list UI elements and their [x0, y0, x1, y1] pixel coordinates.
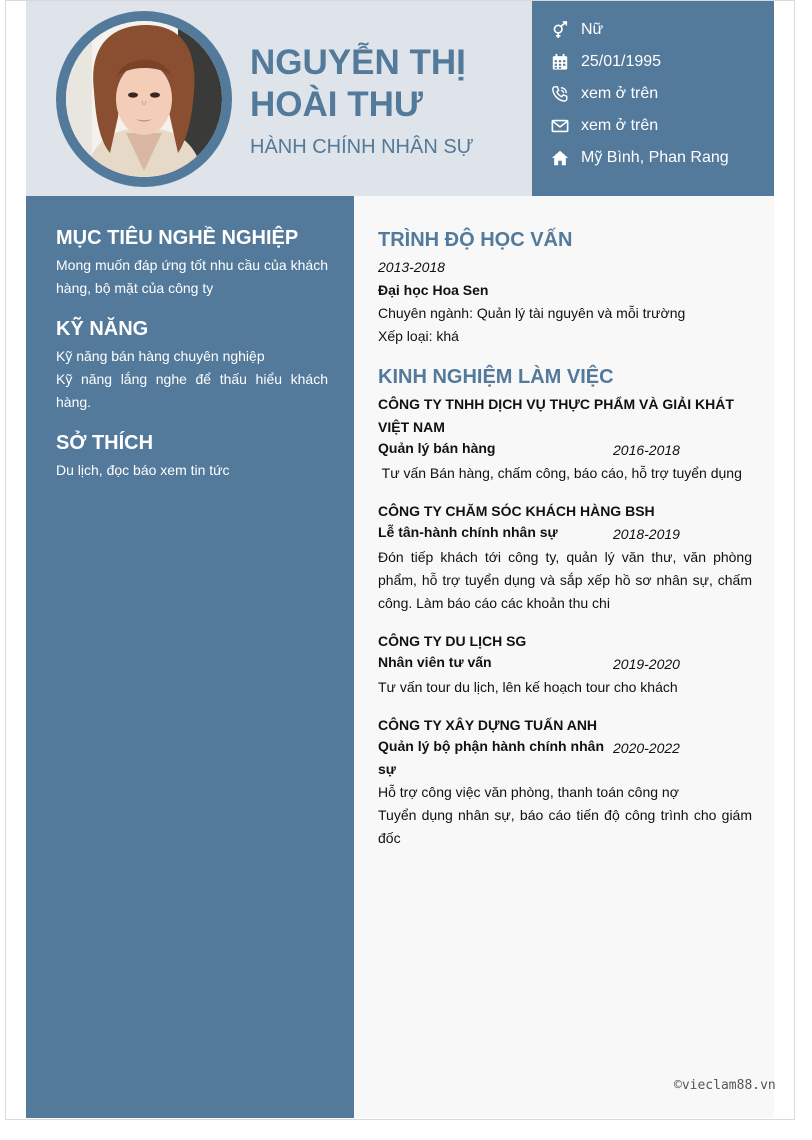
- contact-birthdate: [550, 50, 661, 74]
- gender-value: Nữ: [581, 21, 604, 38]
- calendar-icon: [550, 52, 570, 72]
- contact-gender: [550, 18, 603, 42]
- job-role: Nhân viên tư vấn: [378, 654, 492, 670]
- education-school: Đại học Hoa Sen: [378, 282, 489, 298]
- contact-email: [550, 114, 658, 138]
- job-role: Quản lý bán hàng: [378, 440, 496, 456]
- job-company: CÔNG TY TNHH DỊCH VỤ THỰC PHẨM VÀ GIẢI KHÁT VIỆT NAM: [378, 396, 734, 435]
- job-description: Hỗ trợ công việc văn phòng, thanh toán công nợ: [378, 784, 679, 800]
- candidate-name: NGUYỄN THỊ HOÀI THƯ: [250, 43, 466, 124]
- job-company: CÔNG TY DU LỊCH SG: [378, 633, 527, 649]
- education-period: 2013-2018: [378, 259, 445, 275]
- skills-heading: KỸ NĂNG: [56, 318, 149, 340]
- home-icon: [550, 148, 570, 168]
- address-value: Mỹ Bình, Phan Rang: [581, 149, 729, 166]
- job-period: 2019-2020: [613, 656, 680, 672]
- skill-item: Kỹ năng bán hàng chuyên nghiệp: [56, 348, 265, 364]
- objective-text: Mong muốn đáp ứng tốt nhu cầu của khách hàng, bộ mặt của công ty: [56, 257, 328, 296]
- email-value: xem ở trên: [581, 117, 659, 134]
- job-description: Tuyển dụng nhân sự, báo cáo tiến độ công trình cho giám đốc: [378, 807, 752, 846]
- job-company: CÔNG TY XÂY DỰNG TUẤN ANH: [378, 717, 598, 733]
- phone-value: xem ở trên: [581, 85, 659, 102]
- job-description: Tư vấn Bán hàng, chấm công, báo cáo, hỗ trợ tuyển dụng: [378, 465, 742, 481]
- job-description: Tư vấn tour du lịch, lên kế hoạch tour cho khách: [378, 679, 678, 695]
- job-description: Đón tiếp khách tới công ty, quản lý văn thư, văn phòng phẩm, hỗ trợ tuyển dụng và sắp xếp hồ sơ nhân sự, chấm công. Làm báo cáo các khoản thu chi: [378, 549, 752, 611]
- education-heading: TRÌNH ĐỘ HỌC VẤN: [378, 229, 573, 251]
- experience-heading: KINH NGHIỆM LÀM VIỆC: [378, 366, 614, 388]
- skill-item: Kỹ năng lắng nghe để thấu hiểu khách hàng.: [56, 371, 328, 410]
- watermark: ©vieclam88.vn: [674, 1078, 776, 1093]
- job-period: 2020-2022: [613, 740, 680, 756]
- job-company: CÔNG TY CHĂM SÓC KHÁCH HÀNG BSH: [378, 503, 655, 519]
- candidate-position: HÀNH CHÍNH NHÂN SỰ: [250, 136, 474, 158]
- birthdate-value: 25/01/1995: [581, 53, 662, 70]
- education-grade: Xếp loại: khá: [378, 328, 459, 344]
- job-period: 2018-2019: [613, 526, 680, 542]
- envelope-icon: [550, 116, 570, 136]
- job-role: Quản lý bộ phận hành chính nhân sự: [378, 738, 604, 777]
- contact-phone: [550, 82, 658, 106]
- education-major: Chuyên ngành: Quản lý tài nguyên và mỗi trường: [378, 305, 686, 321]
- hobbies-heading: SỞ THÍCH: [56, 432, 154, 454]
- contact-address: [550, 146, 729, 170]
- profile-photo: [66, 21, 222, 177]
- hobbies-text: Du lịch, đọc báo xem tin tức: [56, 462, 230, 478]
- objective-heading: MỤC TIÊU NGHỀ NGHIỆP: [56, 227, 299, 249]
- avatar: [56, 11, 232, 187]
- job-period: 2016-2018: [613, 442, 680, 458]
- phone-icon: [550, 84, 570, 104]
- job-role: Lễ tân-hành chính nhân sự: [378, 524, 558, 540]
- gender-icon: [550, 20, 570, 40]
